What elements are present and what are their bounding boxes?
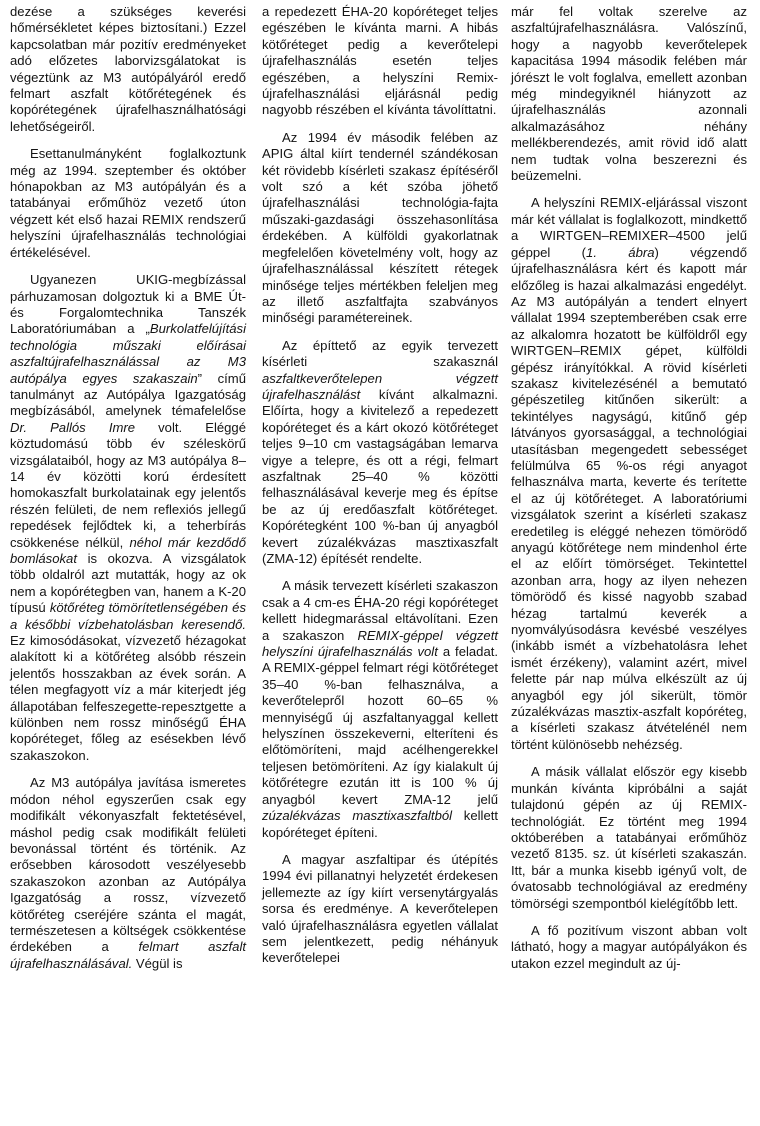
text-column-3 — [511, 4, 747, 972]
text-run: Végül is — [132, 955, 183, 971]
text-run: a feladat. A REMIX-géppel felmart régi kötőréteget 35–40 %-ban felhasználva, a keverőtelepről hozott 60–65 % mennyiségű új aszfaltanyaggal kellett helyszínen összekeverni, elteríteni és előtömöríteni, majd acélhengerekkel teljesen betömöríteni. Az így kialakult új kötőrétegre ezután itt is 100 % új anyagból kevert ZMA-12 jelű — [262, 644, 499, 807]
paragraph — [511, 195, 747, 753]
text-run: A másik vállalat először egy kisebb munkán kívánta kipróbálni a saját tulajdonú gépén az új REMIX-technológiát. Ez történt meg 1994 októberében a tatabányai erőműhöz vezető 8135. sz. út kísérleti szakaszán. Itt, bár a munka kisebb igényű volt, de óvatosabb technológiával az eredmény tömörségi szempontból kielégítőbb lett. — [511, 764, 747, 911]
text-run: Ugyanezen UKIG-megbízással párhuzamosan dolgoztuk ki a BME Út- és Forgalomtechnika Tanszék Laboratóriumában a „ — [10, 272, 246, 337]
text-run: kívánt alkalmazni. Előírta, hogy a kivitelező a repedezett kopóréteget és a kárt okozó kötőréteget teljes 9–10 cm vastagságában lemarva vigye a telepre, és ott a régi, felmart aszfaltnak 25–40 % közötti felhasználásával keverje meg és építse be az új eredőaszfalt kötőréteget. Kopórétegként 100 %-ban új anyagból kevert zúzalékvázas masztixaszfalt (ZMA-12) építését rendelte. — [262, 386, 498, 566]
italic-text: néhol már kezdődő bomlásokat — [10, 534, 246, 566]
text-run: Az M3 autópálya javítása ismeretes módon néhol egyszerűen csak egy modifikált vékonyaszfalt fektetésével, máshol pedig csak modifikált felületi bevonással történt és történik. Az erősebben károsodott veszélyesebb szakaszokon azonban az Autópálya Igazgatóság a rossz, vízvezető kötőréteg cseréjére szánta el magát, természetesen a költségek csökkentése érdekében a — [10, 775, 246, 955]
paragraph — [262, 130, 498, 327]
text-run: is okozva. A vizsgálatok több oldalról azt mutatták, hogy az ok nem a kopórétegben van, hanem a K-20 típusú — [10, 551, 246, 616]
paragraph — [511, 923, 747, 972]
paragraph — [10, 272, 246, 764]
paragraph — [10, 4, 246, 135]
text-run: dezése a szükséges keverési hőmérsékletet képes biztosítani.) Ezzel kapcsolatban már pozitív eredményeket adó előzetes laborvizsgálatokat is végeztünk az M3 autópályáról eredő felmart aszfalt kötőrétegének és kopórétegének újrafelhasználhatósági lehetőségeiről. — [10, 4, 246, 134]
text-column-2 — [262, 4, 498, 967]
italic-text: Burkolatfelújítási technológia műszaki előírásai aszfaltújrafelhasználással az M3 autópálya egyes szakaszain — [10, 321, 246, 386]
text-column-1 — [10, 4, 246, 972]
text-run: Az 1994 év második felében az APIG által kiírt tendernél szándékosan két rövidebb kísérleti szakasz építéséről volt szó a két szóba jöhető újrafelhasználási technológia-fajta műszaki-gazdasági összehasonlítása érdekében. A külföldi gyakorlatnak megfelelően követelmény volt, hogy az újrafelhasználással készített rétegek minősége teljes mértékben feleljen meg az illető aszfaltfajta szabványos minőségi paramétereinek. — [262, 129, 498, 326]
paragraph — [511, 4, 747, 184]
text-run: kellett kopóréteget építeni. — [262, 808, 498, 840]
italic-text: aszfaltkeverőtelepen végzett újrafelhasználást — [262, 370, 498, 402]
paragraph — [10, 775, 246, 972]
text-run: Esettanulmányként foglalkoztunk még az 1994. szeptember és október hónapokban az M3 autópályán és a tatabányai erőműhöz vezető úton végzett két első hazai REMIX rendszerű helyszíni újrafelhasználás technológiai értékelésével. — [10, 146, 246, 260]
text-run: a repedezett ÉHA-20 kopóréteget teljes egészében le kívánta marni. A hibás kötőréteget pedig a keverőtelepi újrafelhasználás esetén teljes egészében, a helyszíni Remix-újrafelhasználási eljárásnál pedig nagyobb részében el kívánta távolíttatni. — [262, 4, 498, 118]
text-run: A másik tervezett kísérleti szakaszon csak a 4 cm-es ÉHA-20 régi kopóréteget kellett hidegmarással eltávolítani. Ezen a szakaszon — [262, 578, 498, 643]
italic-text: REMIX-géppel végzett helyszíni újrafelhasználás volt — [262, 627, 498, 660]
italic-text: 1. ábra — [586, 244, 655, 260]
text-run: volt. Eléggé köztudomású több év széleskörű vizsgálataiból, hogy az M3 autópálya 8–14 év közötti korú érdesített homokaszfalt burkolatainak egy jelentős részén felületi, de nem reflexiós jellegű repedések fejlődtek ki, a teherbírás csökkenése nélkül, — [10, 419, 246, 550]
paragraph — [262, 852, 498, 967]
italic-text: zúzalékvázas masztixaszfaltból — [262, 808, 453, 824]
text-run: már fel voltak szerelve az aszfaltújrafelhasználásra. Valószínű, hogy a nagyobb keverőtelepek kapacitása 1994 második felében már jórészt le volt foglalva, emellett azonban még mindegyiknél hiányzott az újrafelhasználás azonnali alkalmazásához néhány mellékberendezés, amit rövid idő alatt nem tudtak volna beszerezni és beüzemelni. — [511, 4, 747, 184]
paragraph — [511, 764, 747, 912]
text-run: A fő pozitívum viszont abban volt látható, hogy a magyar autópályákon és utakon ezzel megindult az új- — [511, 922, 747, 971]
text-run: A magyar aszfaltipar és útépítés 1994 évi pillanatnyi helyzetét érdekesen jellemezte az így kiírt versenytárgyalás sorsa és eredménye. A keverőtelepen való újrafelhasználásra egyetlen vállalat sem jelentkezett, pedig néhányuk keverőtelepei — [262, 851, 498, 966]
text-run: Az építtető az egyik tervezett kísérleti szakasznál — [262, 337, 498, 370]
paragraph — [262, 4, 498, 119]
italic-text: Dr. Pallós Imre — [10, 419, 136, 435]
text-run: Ez kimosódásokat, vízvezető hézagokat alakított ki a kötőréteg alsóbb részein jelentős hosszakban az évek során. A télen megfagyott víz a már kiterjedt jég állapotában felfeszegette-repesztgette a különben nem rossz minőségű ÉHA kopóréteget, főleg az esésekben lévő szakaszokon. — [10, 633, 246, 763]
italic-text: felmart aszfalt újrafelhasználásával. — [10, 939, 246, 971]
text-run: ” című tanulmányt az Autópálya Igazgatóság megbízásából, amelynek témafelelőse — [10, 370, 246, 419]
paragraph — [262, 578, 498, 841]
italic-text: kötőréteg tömörítetlenségében és a későbbi vízbehatolásban keresendő. — [10, 600, 246, 632]
text-run: ) végzendő újrafelhasználásra kért és kapott már előzőleg is hazai alkalmazási engedélyt. Az M3 autópályán a tendert elnyert vállalat 1994 szeptemberében csak erre az alkalomra hozatott be külföldről egy WIRTGEN–REMIX gépet, külföldi gépész irányítókkal. A rövid kísérleti szakasz kivitelezésénél a bemutató gépészetileg kitűnően sikerült: a tekintélyes nagyságú, kitűnő gép látványos gyorsasággal, a technológiai utasításban megengedett sebességet felülmúlva 65 %-os régi anyagot felhasználva marta, keverte és terítette el az új kötőréteget. A laboratóriumi vizsgálatok szerint a kísérleti szakasz eredetileg is eléggé nehezen tömörödő anyagú kötőrétege nem mindenhol érte el az előírt tömörséget. Tekintettel azonban arra, hogy az ilyen nehezen tömörödő és kissé nagyobb szabad hézag tartalmú keverék a nyomvályúsodásra kevésbé veszélyes (inkább ismét a vízbehatolásra lehet ismét érzékeny), valamint azért, mivel felette pár nap múlva elkészült az új anyagból egy jól sikerült, tömör zúzalékvázas masztix-aszfalt kopóréteg, a kísérleti szakasz átvételénél nem történt különösebb nehézség. — [511, 244, 747, 752]
text-run: A helyszíni REMIX-eljárással viszont már két vállalat is foglalkozott, mindkettő a WIRTGEN–REMIXER–4500 jelű géppel ( — [511, 195, 747, 260]
paragraph — [10, 146, 246, 261]
paragraph — [262, 338, 498, 568]
